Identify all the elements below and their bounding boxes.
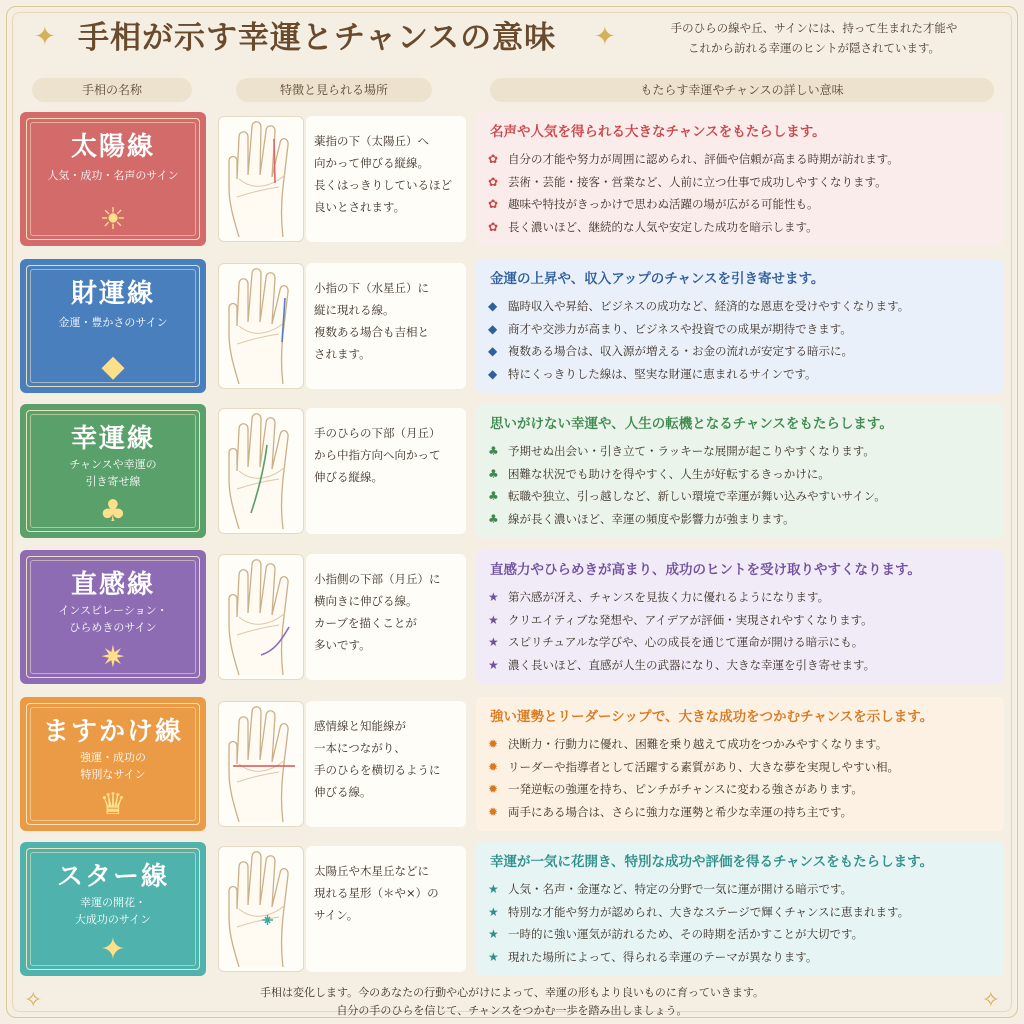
- table-row: [20, 112, 1004, 246]
- meaning-item: [488, 318, 998, 341]
- meaning-item: [488, 946, 998, 969]
- feature-line: サイン。: [314, 908, 359, 922]
- footer-ornament-left-icon: ✧: [24, 988, 43, 1013]
- bullet-icon: ✿: [488, 219, 499, 234]
- name-card-subtitle-line: 金運・豊かさのサイン: [58, 316, 168, 329]
- meaning-item-text: スピリチュアルな学びや、心の成長を通じて運命が開ける暗示にも。: [508, 635, 864, 649]
- bullet-icon: ✹: [488, 737, 499, 751]
- meaning-item-text: 商才や交渉力が高まり、ビジネスや投資での成果が期待できます。: [508, 321, 852, 336]
- name-card-subtitle-line: ひらめきのサイン: [69, 621, 157, 634]
- meaning-panel: [476, 842, 1004, 976]
- meaning-item-text: 人気・名声・金運など、特定の分野で一気に運が開ける暗示です。: [508, 882, 853, 896]
- feature-line: 良いとされます。: [314, 200, 406, 214]
- palm-line-name: 財運線: [70, 279, 155, 309]
- column-header-meaning: もたらす幸運やチャンスの詳しい意味: [490, 78, 994, 102]
- name-card-subtitle: [34, 456, 192, 490]
- feature-text: [314, 422, 464, 488]
- bullet-icon: ★: [488, 882, 499, 896]
- meaning-item: [488, 508, 998, 531]
- meaning-item-text: 一時的に強い運気が訪れるため、その時期を活かすことが大切です。: [508, 927, 864, 941]
- bullet-icon: ◆: [488, 344, 498, 358]
- meaning-item-text: 決断力・行動力に優れ、困難を乗り越えて成功をつかみやすくなります。: [508, 737, 888, 751]
- meaning-list: [488, 878, 998, 968]
- meaning-panel: [476, 550, 1004, 684]
- meaning-item: [488, 295, 998, 318]
- meaning-item: [488, 171, 998, 194]
- star-burst-icon: ✷: [100, 639, 126, 675]
- feature-line: 現れる星形（＊や×）の: [314, 886, 439, 900]
- meaning-heading: 直感力やひらめきが高まり、成功のヒントを受け取りやすくなります。: [490, 562, 921, 578]
- meaning-heading: 思いがけない幸運や、人生の転機となるチャンスをもたらします。: [490, 416, 893, 432]
- feature-line: から中指方向へ向かって: [314, 448, 441, 462]
- name-card: [20, 259, 206, 393]
- meaning-item: [488, 778, 998, 801]
- feature-line: 横向きに伸びる線。: [314, 594, 418, 608]
- bullet-icon: ✹: [488, 782, 499, 796]
- table-row: [20, 259, 1004, 393]
- palm-line-name: 太陽線: [70, 132, 155, 162]
- crown-icon: ♛: [99, 786, 127, 822]
- meaning-list: [488, 733, 998, 823]
- feature-line: 縦に現れる線。: [314, 303, 395, 317]
- hand-illustration: [218, 116, 304, 242]
- feature-line: 小指側の下部（月丘）に: [314, 572, 441, 586]
- meaning-item-text: 自分の才能や努力が周囲に認められ、評価や信頼が高まる時期が訪れます。: [508, 152, 899, 166]
- hand-illustration: [218, 554, 304, 680]
- name-card-subtitle-line: 大成功のサイン: [74, 913, 152, 926]
- meaning-list: [488, 295, 998, 385]
- feature-line: 手のひらの下部（月丘）: [314, 426, 441, 440]
- name-card: [20, 697, 206, 831]
- meaning-panel: [476, 697, 1004, 831]
- feature-text: [314, 277, 464, 365]
- sparkle-left-icon: ✦: [34, 22, 56, 52]
- meaning-item-text: クリエイティブな発想や、アイデアが評価・実現されやすくなります。: [508, 612, 873, 627]
- name-card-subtitle-line: チャンスや幸運の: [69, 458, 157, 471]
- feature-line: 一本につながり、: [314, 741, 406, 755]
- feature-line: 太陽丘や木星丘などに: [314, 864, 429, 878]
- meaning-item: [488, 756, 998, 779]
- palm-line-name: 幸運線: [70, 424, 155, 454]
- name-card-subtitle-line: 強運・成功の: [80, 751, 146, 764]
- meaning-item-text: 予期せぬ出会い・引き立て・ラッキーな展開が起こりやすくなります。: [508, 444, 875, 458]
- meaning-item: [488, 148, 998, 171]
- bullet-icon: ✿: [488, 197, 499, 211]
- bullet-icon: ✹: [488, 759, 499, 774]
- palm-line-name: 直感線: [70, 570, 155, 600]
- bullet-icon: ◆: [488, 321, 498, 336]
- hand-outline-icon: [219, 409, 305, 535]
- meaning-item-text: 転職や独立、引っ越しなど、新しい環境で幸運が舞い込みやすいサイン。: [508, 489, 886, 503]
- footer-ornament-right-icon: ✧: [981, 988, 1000, 1013]
- table-row: [20, 550, 1004, 684]
- meaning-item: [488, 609, 998, 632]
- name-card-subtitle: [34, 894, 192, 928]
- meaning-item: [488, 340, 998, 363]
- feature-line: 手のひらを横切るように: [314, 763, 441, 777]
- bullet-icon: ★: [488, 612, 499, 627]
- feature-line: 複数ある場合も吉相と: [314, 325, 429, 339]
- feature-text: [314, 568, 464, 656]
- hand-outline-icon: [219, 702, 305, 828]
- meaning-panel: [476, 404, 1004, 538]
- name-card: [20, 842, 206, 976]
- meaning-item-text: リーダーや指導者として活躍する素質があり、大きな夢を実現しやすい相。: [508, 759, 899, 774]
- meaning-item: [488, 440, 998, 463]
- page-title: 手相が示す幸運とチャンスの意味: [78, 20, 557, 56]
- name-card-subtitle-line: 特別なサイン: [80, 768, 146, 781]
- meaning-item: [488, 631, 998, 654]
- name-card-subtitle: [34, 167, 192, 184]
- table-row: [20, 697, 1004, 831]
- name-card-subtitle-line: 人気・成功・名声のサイン: [47, 169, 179, 182]
- feature-text: [314, 860, 464, 926]
- meaning-heading: 強い運勢とリーダーシップで、大きな成功をつかむチャンスを示します。: [490, 709, 934, 725]
- meaning-item: [488, 901, 998, 924]
- meaning-item-text: 長く濃いほど、継続的な人気や安定した成功を暗示します。: [508, 219, 818, 234]
- name-card: [20, 112, 206, 246]
- sun-icon: ☀: [99, 201, 127, 237]
- meaning-item-text: 困難な状況でも助けを得やすく、人生が好転するきっかけに。: [508, 466, 830, 481]
- feature-description: [306, 701, 466, 827]
- meaning-item-text: 両手にある場合は、さらに強力な運勢と希少な幸運の持ち主です。: [508, 804, 853, 819]
- feature-description: [306, 263, 466, 389]
- name-card-subtitle: [34, 314, 192, 331]
- bullet-icon: ◆: [488, 366, 498, 381]
- page-subtitle: [634, 18, 994, 58]
- diamond-icon: ◆: [101, 348, 125, 384]
- name-card-subtitle-line: インスピレーション・: [58, 604, 168, 617]
- bullet-icon: ★: [488, 949, 499, 964]
- bullet-icon: ★: [488, 657, 499, 672]
- meaning-item-text: 趣味や特技がきっかけで思わぬ活躍の場が広がる可能性も。: [508, 197, 819, 211]
- meaning-item: [488, 586, 998, 609]
- bullet-icon: ◆: [488, 299, 498, 313]
- meaning-heading: 名声や人気を得られる大きなチャンスをもたらします。: [490, 124, 826, 140]
- subtitle-line: 手のひらの線や丘、サインには、持って生まれた才能や: [670, 21, 958, 35]
- meaning-list: [488, 586, 998, 676]
- feature-text: [314, 130, 464, 218]
- star-icon: ✦: [100, 931, 126, 967]
- meaning-heading: 幸運が一気に花開き、特別な成功や評価を得るチャンスをもたらします。: [490, 854, 934, 870]
- hand-outline-icon: [219, 117, 305, 243]
- hand-illustration: [218, 408, 304, 534]
- header: [0, 0, 1024, 76]
- feature-line: 伸びる縦線。: [314, 470, 383, 484]
- palm-line-name: ますかけ線: [42, 717, 183, 747]
- hand-outline-icon: [219, 264, 305, 390]
- feature-line: されます。: [314, 347, 371, 361]
- meaning-heading: 金運の上昇や、収入アップのチャンスを引き寄せます。: [490, 271, 825, 287]
- hand-outline-icon: [219, 555, 305, 681]
- bullet-icon: ♣: [488, 466, 499, 481]
- feature-text: [314, 715, 464, 803]
- bullet-icon: ♣: [488, 511, 499, 526]
- bullet-icon: ★: [488, 904, 499, 919]
- feature-line: 感情線と知能線が: [314, 719, 406, 733]
- meaning-panel: [476, 112, 1004, 246]
- hand-illustration: [218, 263, 304, 389]
- meaning-item-text: 第六感が冴え、チャンスを見抜く力に優れるようになります。: [508, 590, 830, 604]
- name-card-subtitle: [34, 749, 192, 783]
- bullet-icon: ✹: [488, 804, 499, 819]
- feature-line: 向かって伸びる縦線。: [314, 156, 429, 170]
- meaning-item: [488, 193, 998, 216]
- meaning-item-text: 一発逆転の強運を持ち、ピンチがチャンスに変わる強さがあります。: [508, 782, 863, 796]
- meaning-item: [488, 363, 998, 386]
- name-card: [20, 404, 206, 538]
- meaning-item: [488, 485, 998, 508]
- meaning-item-text: 芸術・芸能・接客・営業など、人前に立つ仕事で成功しやすくなります。: [508, 174, 887, 189]
- meaning-item: [488, 923, 998, 946]
- bullet-icon: ★: [488, 590, 499, 604]
- meaning-panel: [476, 259, 1004, 393]
- footer-line: 手相は変化します。今のあなたの行動や心がけによって、幸運の形もより良いものに育っていきます。: [259, 986, 765, 999]
- meaning-item: [488, 216, 998, 239]
- feature-line: 薬指の下（太陽丘）へ: [314, 134, 429, 148]
- name-card-subtitle-line: 幸運の開花・: [80, 896, 146, 909]
- feature-line: 長くはっきりしているほど: [314, 178, 452, 192]
- bullet-icon: ★: [488, 635, 499, 649]
- hand-illustration: [218, 846, 304, 972]
- name-card-subtitle: [34, 602, 192, 636]
- meaning-item-text: 現れた場所によって、得られる幸運のテーマが異なります。: [508, 949, 818, 964]
- hand-illustration: [218, 701, 304, 827]
- feature-description: [306, 408, 466, 534]
- bullet-icon: ✿: [488, 152, 499, 166]
- footer-note: [0, 984, 1024, 1020]
- feature-description: [306, 846, 466, 972]
- meaning-item: [488, 878, 998, 901]
- meaning-item: [488, 654, 998, 677]
- bullet-icon: ♣: [488, 489, 499, 503]
- name-card-subtitle-line: 引き寄せ線: [85, 475, 141, 488]
- table-row: [20, 842, 1004, 976]
- meaning-item: [488, 733, 998, 756]
- sparkle-right-icon: ✦: [594, 22, 616, 52]
- bullet-icon: ♣: [488, 444, 499, 458]
- meaning-item-text: 線が長く濃いほど、幸運の頻度や影響力が強まります。: [508, 511, 795, 526]
- meaning-item-text: 特にくっきりした線は、堅実な財運に恵まれるサインです。: [508, 366, 817, 381]
- column-header-name: 手相の名称: [32, 78, 192, 102]
- column-header-feature: 特徴と見られる場所: [236, 78, 432, 102]
- feature-description: [306, 554, 466, 680]
- meaning-item: [488, 463, 998, 486]
- meaning-item-text: 濃く長いほど、直感が人生の武器になり、大きな幸運を引き寄せます。: [508, 657, 876, 672]
- table-row: [20, 404, 1004, 538]
- meaning-item-text: 臨時収入や昇給、ビジネスの成功など、経済的な恩恵を受けやすくなります。: [508, 299, 910, 313]
- meaning-list: [488, 148, 998, 238]
- palm-line-name: スター線: [56, 862, 169, 892]
- clover-icon: ♣: [99, 493, 127, 529]
- meaning-list: [488, 440, 998, 530]
- feature-line: 伸びる線。: [314, 785, 372, 799]
- feature-line: 多いです。: [314, 638, 371, 652]
- feature-description: [306, 116, 466, 242]
- meaning-item-text: 複数ある場合は、収入源が増える・お金の流れが安定する暗示に。: [508, 344, 853, 358]
- feature-line: 小指の下（水星丘）に: [314, 281, 429, 295]
- bullet-icon: ✿: [488, 174, 499, 189]
- meaning-item: [488, 801, 998, 824]
- feature-line: カーブを描くことが: [314, 616, 417, 630]
- name-card: [20, 550, 206, 684]
- meaning-item-text: 特別な才能や努力が認められ、大きなステージで輝くチャンスに恵まれます。: [508, 904, 910, 919]
- hand-outline-icon: [219, 847, 305, 973]
- subtitle-line: これから訪れる幸運のヒントが隠されています。: [687, 41, 941, 55]
- bullet-icon: ★: [488, 927, 499, 941]
- footer-line: 自分の手のひらを信じて、チャンスをつかむ一歩を踏み出しましょう。: [336, 1004, 688, 1017]
